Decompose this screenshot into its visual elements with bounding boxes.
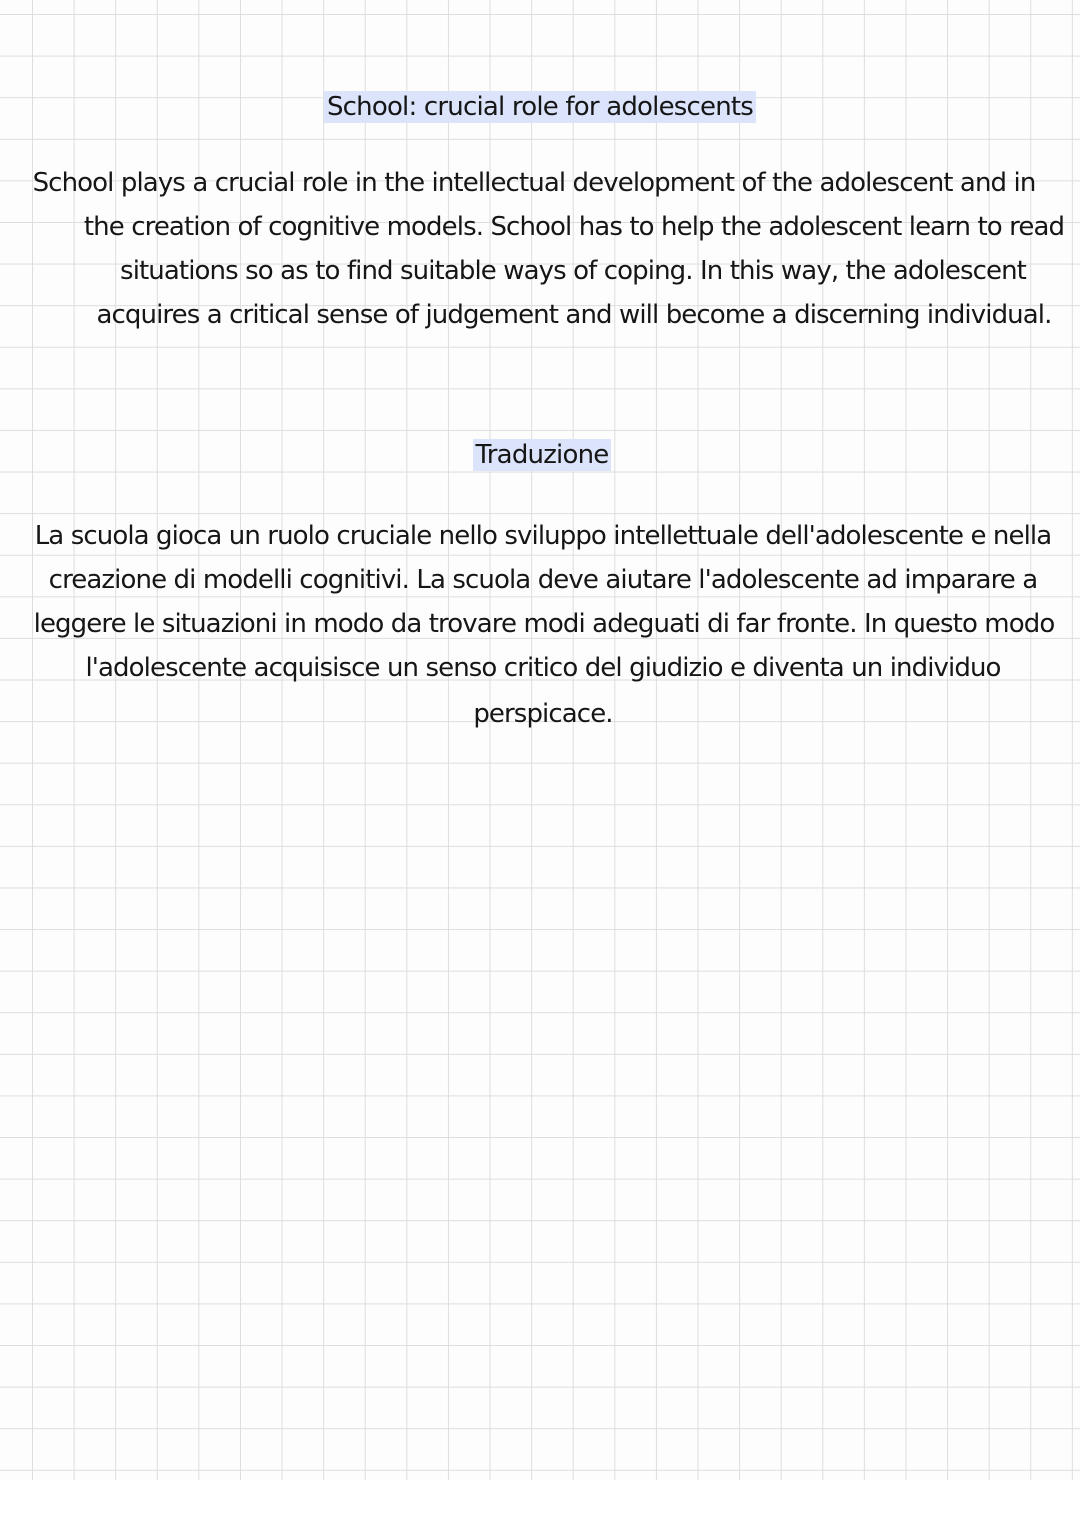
english-heading — [0, 89, 1080, 125]
translation-heading — [2, 437, 1080, 473]
italian-line-4: l'adolescente acquisisce un senso critico del giudizio e diventa un individuo — [85, 653, 1001, 683]
english-heading-text: School: crucial role for adolescents — [324, 91, 756, 123]
english-line-1: School plays a crucial role in the intellectual development of the adolescent and in — [32, 168, 1036, 198]
english-line-3: situations so as to find suitable ways of coping. In this way, the adolescent — [120, 256, 1026, 286]
translation-heading-text: Traduzione — [473, 439, 612, 471]
english-line-2: the creation of cognitive models. School has to help the adolescent learn to read — [83, 212, 1065, 242]
italian-line-2: creazione di modelli cognitivi. La scuola deve aiutare l'adolescente ad imparare a — [48, 565, 1038, 595]
italian-line-3: leggere le situazioni in modo da trovare modi adeguati di far fronte. In questo modo — [33, 609, 1055, 639]
italian-line-1: La scuola gioca un ruolo cruciale nello sviluppo intellettuale dell'adolescente e nella — [34, 521, 1052, 551]
english-line-4: acquires a critical sense of judgement and will become a discerning individual. — [96, 300, 1052, 330]
italian-line-5: perspicace. — [473, 699, 613, 729]
